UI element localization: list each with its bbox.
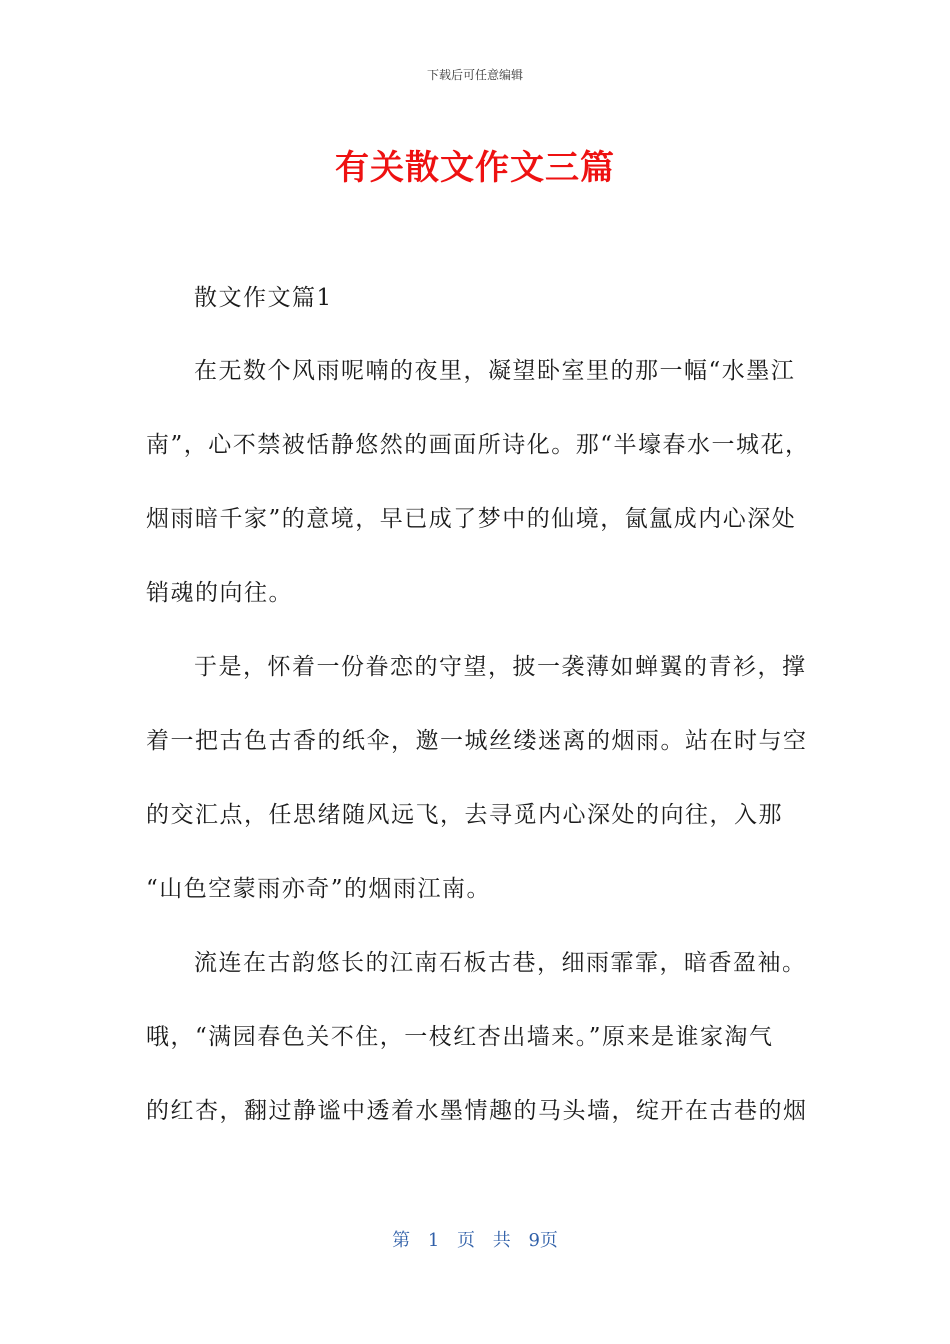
paragraph-line: 的交汇点，任思绪随风远飞，去寻觅内心深处的向往，入那 — [146, 802, 783, 828]
paragraph-line: 在无数个风雨呢喃的夜里，凝望卧室里的那一幅“水墨江 — [194, 358, 796, 384]
paragraph-line: 烟雨暗千家”的意境，早已成了梦中的仙境，氤氲成内心深处 — [146, 506, 797, 532]
paragraph-line: “山色空蒙雨亦奇”的烟雨江南。 — [146, 876, 492, 902]
paragraph-line: 于是，怀着一份眷恋的守望，披一袭薄如蝉翼的青衫，撑 — [194, 654, 807, 680]
document-title: 有关散文作文三篇 — [335, 148, 615, 188]
page-header-note: 下载后可任意编辑 — [426, 68, 523, 82]
page-label-total: 共 — [492, 1230, 511, 1251]
page-total: 9页 — [528, 1230, 558, 1251]
paragraph-line: 着一把古色古香的纸伞，邀一城丝缕迷离的烟雨。站在时与空 — [146, 728, 808, 754]
paragraph-line: 流连在古韵悠长的江南石板古巷，细雨霏霏，暗香盈袖。 — [194, 950, 807, 976]
page-label-pre: 第 — [392, 1230, 411, 1251]
paragraph-line: 南”，心不禁被恬静悠然的画面所诗化。那“半壕春水一城花， — [146, 432, 810, 458]
page-label-mid: 页 — [457, 1230, 475, 1251]
paragraph-line: 的红杏，翻过静谧中透着水墨情趣的马头墙，绽开在古巷的烟 — [146, 1098, 808, 1124]
section-heading: 散文作文篇1 — [194, 285, 333, 311]
page-number-footer — [0, 1226, 950, 1252]
page-current: 1 — [427, 1230, 440, 1251]
paragraph-line: 销魂的向往。 — [146, 580, 293, 606]
paragraph-line: 哦，“满园春色关不住，一枝红杏出墙来。”原来是谁家淘气 — [146, 1024, 774, 1050]
